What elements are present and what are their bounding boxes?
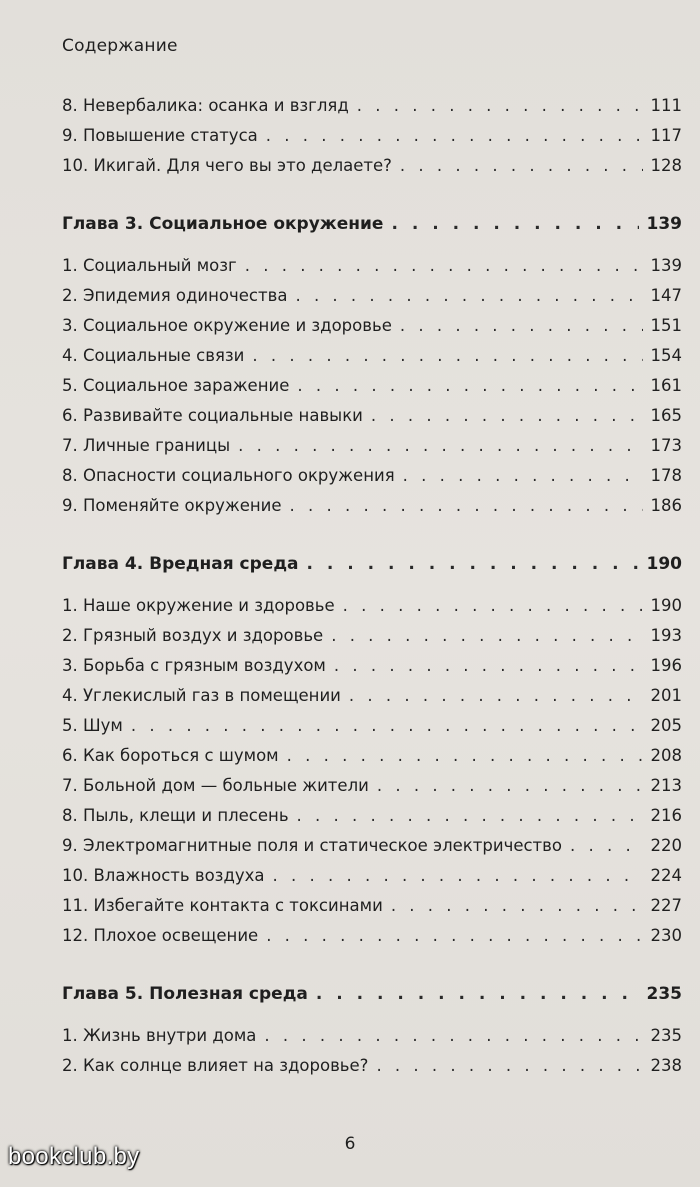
toc-entry-page: 230 [650,926,682,945]
dot-leader [252,346,642,365]
toc-chapter-3 [62,214,682,244]
toc-entry-page: 151 [650,316,682,335]
toc-entry-title: 8. Пыль, клещи и плесень [62,806,289,825]
chapter-title: Глава 3. Социальное окружение [62,214,384,234]
dot-leader [297,376,642,395]
chapter-page: 139 [646,214,682,234]
dot-leader [343,596,643,615]
toc-entry-page: 161 [650,376,682,395]
toc-entry-title: 3. Социальное окружение и здоровье [62,316,392,335]
toc-entry-title: 1. Социальный мозг [62,256,237,275]
toc-entry-title: 5. Шум [62,716,123,735]
toc-entry-page: 196 [650,656,682,675]
toc-chapter-4 [62,554,682,584]
toc-entry [62,126,682,156]
toc-entry-title: 5. Социальное заражение [62,376,290,395]
dot-leader [266,126,643,145]
toc-entry-page: 205 [650,716,682,735]
toc-entry-title: 10. Икигай. Для чего вы это делаете? [62,156,392,175]
dot-leader [400,316,643,335]
toc-entry [62,346,682,376]
toc-entry-page: 154 [650,346,682,365]
toc-entry-title: 9. Повышение статуса [62,126,258,145]
toc-entry [62,406,682,436]
toc-entry [62,896,682,926]
toc-entry-page: 190 [650,596,682,615]
toc-entry-title: 8. Невербалика: осанка и взгляд [62,96,349,115]
toc-entry [62,436,682,466]
toc-entry-page: 227 [650,896,682,915]
dot-leader [391,214,638,234]
running-header: Содержание [62,36,178,56]
toc-entry-title: 6. Развивайте социальные навыки [62,406,363,425]
dot-leader [371,406,643,425]
toc-entry-page: 111 [650,96,682,115]
toc-entry-title: 12. Плохое освещение [62,926,259,945]
toc-entry [62,466,682,496]
toc-entry-title: 9. Электромагнитные поля и статическое электричество [62,836,562,855]
dot-leader [377,776,643,795]
chapter-page: 190 [646,554,682,574]
table-of-contents [62,96,682,1086]
toc-entry-page: 216 [650,806,682,825]
toc-entry-title: 2. Грязный воздух и здоровье [62,626,324,645]
toc-entry-title: 10. Влажность воздуха [62,866,265,885]
toc-entry-title: 4. Социальные связи [62,346,245,365]
toc-entry [62,286,682,316]
toc-entry-page: 147 [650,286,682,305]
toc-entry-title: 1. Наше окружение и здоровье [62,596,335,615]
chapter-title: Глава 4. Вредная среда [62,554,299,574]
toc-entry-page: 238 [650,1056,682,1075]
dot-leader [334,656,643,675]
toc-entry-page: 178 [650,466,682,485]
toc-entry-page: 235 [650,1026,682,1045]
toc-entry [62,626,682,656]
toc-entry [62,866,682,896]
toc-entry-title: 11. Избегайте контакта с токсинами [62,896,383,915]
toc-entry-page: 128 [650,156,682,175]
toc-entry-title: 7. Больной дом — больные жители [62,776,369,795]
dot-leader [297,806,643,825]
toc-entry-page: 193 [650,626,682,645]
toc-entry [62,806,682,836]
dot-leader [331,626,642,645]
toc-entry-page: 139 [650,256,682,275]
toc-entry [62,776,682,806]
dot-leader [266,926,642,945]
dot-leader [131,716,643,735]
dot-leader [287,746,643,765]
toc-entry-page: 220 [650,836,682,855]
chapter-page: 235 [646,984,682,1004]
dot-leader [357,96,643,115]
toc-entry [62,316,682,346]
toc-entry-page: 224 [650,866,682,885]
dot-leader [349,686,643,705]
dot-leader [316,984,639,1004]
toc-entry [62,746,682,776]
toc-entry-title: 8. Опасности социального окружения [62,466,395,485]
dot-leader [273,866,643,885]
toc-entry [62,1056,682,1086]
toc-entry-title: 1. Жизнь внутри дома [62,1026,257,1045]
dot-leader [400,156,643,175]
dot-leader [307,554,639,574]
toc-entry [62,656,682,686]
toc-entry-title: 9. Поменяйте окружение [62,496,282,515]
toc-entry-title: 6. Как бороться с шумом [62,746,279,765]
toc-entry [62,496,682,526]
toc-entry [62,96,682,126]
toc-entry [62,596,682,626]
dot-leader [295,286,642,305]
toc-entry-title: 2. Как солнце влияет на здоровье? [62,1056,369,1075]
dot-leader [264,1026,642,1045]
toc-entry [62,716,682,746]
toc-entry [62,376,682,406]
toc-entry [62,1026,682,1056]
toc-entry-title: 7. Личные границы [62,436,231,455]
toc-entry-page: 186 [650,496,682,515]
dot-leader [290,496,643,515]
watermark-text: bookclub.by [8,1143,140,1170]
dot-leader [245,256,643,275]
dot-leader [403,466,643,485]
toc-entry-title: 4. Углекислый газ в помещении [62,686,341,705]
toc-entry [62,256,682,286]
dot-leader [376,1056,642,1075]
toc-entry-page: 117 [650,126,682,145]
dot-leader [238,436,642,455]
toc-entry-title: 3. Борьба с грязным воздухом [62,656,326,675]
toc-entry-title: 2. Эпидемия одиночества [62,286,288,305]
page-number: 6 [344,1134,356,1154]
toc-entry [62,686,682,716]
toc-entry [62,836,682,866]
dot-leader [570,836,643,855]
toc-entry-page: 208 [650,746,682,765]
dot-leader [391,896,643,915]
chapter-title: Глава 5. Полезная среда [62,984,308,1004]
toc-entry-page: 173 [650,436,682,455]
toc-entry-page: 213 [650,776,682,795]
toc-chapter-5 [62,984,682,1014]
toc-entry-page: 165 [650,406,682,425]
toc-entry-page: 201 [650,686,682,705]
toc-entry [62,156,682,186]
toc-entry [62,926,682,956]
